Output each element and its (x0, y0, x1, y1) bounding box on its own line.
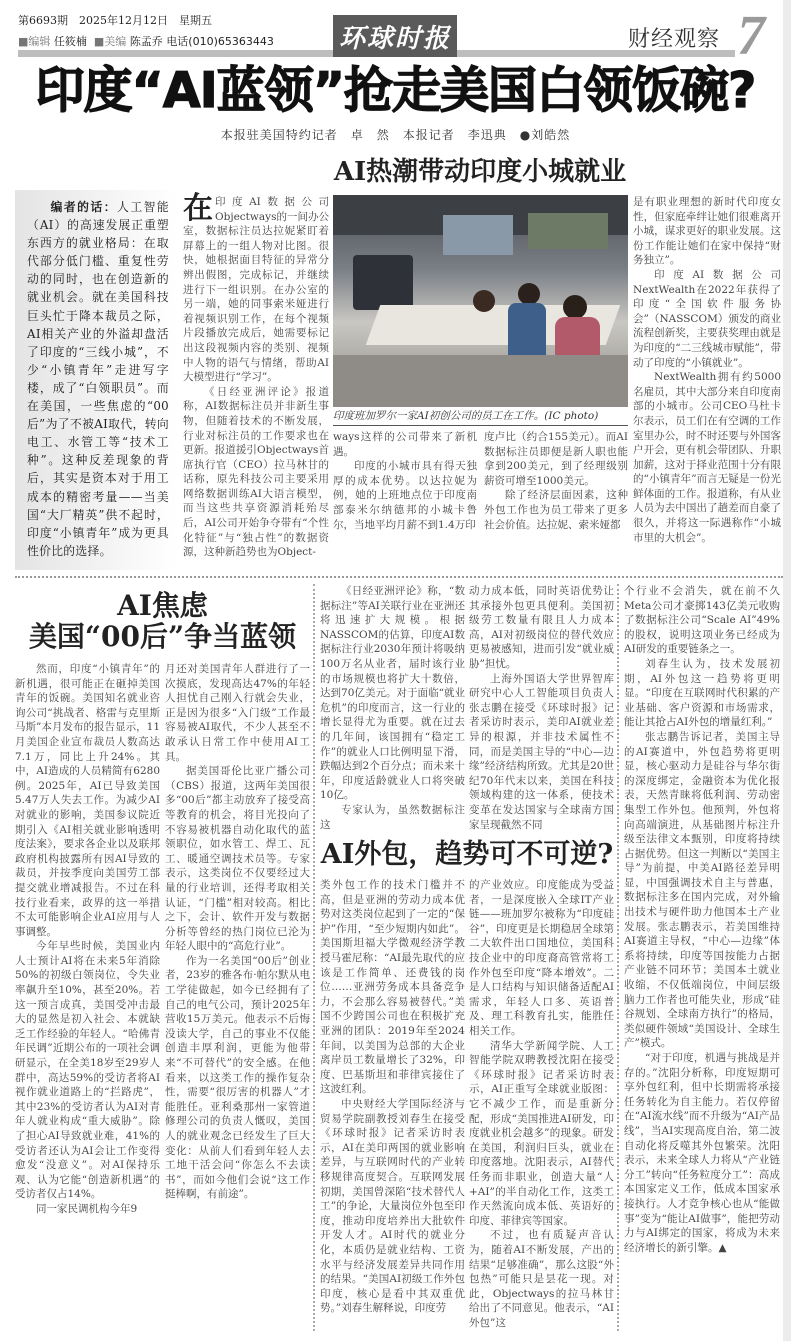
article2-col-1 (15, 662, 160, 1217)
paragraph: 的产业效应。印度能成为受益者，一是深度嵌入全球IT产业链——班加罗尔被称为“印度硅谷”，印度更是长期稳居全球第二大软件出口国地位，美国科技企业中的印度裔高管常将工作外包至印度“降本增效”。二是人口结构与知识储备适配AI需求，年轻人口多、英语普及、理工科教育扎实，能胜任相关工作。 (469, 879, 614, 1038)
paragraph: 印度的小城市具有得天独厚的成本优势。以达拉妮为例，她的上班地点位于印度南部泰米尔纳德邦的小城卡鲁尔，当地平均月薪不到1.4万印 (333, 460, 477, 531)
paragraph: 动力成本低，同时英语优势让其承接外包更具便利。美国初级劳工数量有限且人力成本高，AI对初级岗位的替代效应更易被感知，进而引发“就业威胁”担忧。 (469, 585, 614, 670)
paragraph: 今年早些时候，美国业内人士预计AI将在未来5年消除50%的初级白领岗位，令失业率飙升至10%，甚至20%。若这一预言成真，美国受冲击最大的显然是初入社会、本就缺乏工作经验的年轻人。“哈佛青年民调”近期公布的一项社会调研显示，在全美18岁至29岁人群中，高达59%的受访者将AI视作就业道路上的“拦路虎”，其中23%的受访者认为AI对青年人就业构成“重大威胁”。除了担心AI导致就业难，41%的受访者还认为AI会让工作变得愈发“没意义”。对AI保持乐观、认为它能“创造新机遇”的受访者仅占14%。 (15, 940, 160, 1201)
article2-title-line1: AI焦虑 (117, 589, 208, 622)
paragraph: 不过，也有质疑声音认为，随着AI不断发展，产出的结果“足够准确”，那么这股“外包热”可能只是昙花一现。对此，Objectways的拉马林甘给出了不同意见。他表示，“AI外包”这 (469, 1229, 614, 1329)
paragraph: ways这样的公司带来了新机遇。 (333, 431, 477, 458)
article2-title-line2: 美国“00后”争当蓝领 (28, 620, 297, 653)
paragraph: 刘春生认为，技术发展初期，AI外包这一趋势将更明显。“印度在互联网时代积累的产业基础、客户资源和市场需求，能让其抢占AI外包的增量红利。” (624, 657, 780, 729)
editor-name: 任筱楠 (53, 35, 87, 48)
paragraph: 《日经亚洲评论》报道称，AI数据标注员并非新生事物，但随着技术的不断发展，行业对标注员的工作要求也在更新。报道援引Objectways首席执行官（CEO）拉马林甘的话称，原先科技公司主要采用网络数据训练AI大语言模型，而当这些共享资源消耗殆尽后，AI公司开始争夺带有“个性化特征”与“独占性”的数据资源，这种新趋势也为Object- (183, 385, 329, 559)
main-col-3 (484, 430, 628, 532)
paragraph: 清华大学新闻学院、人工智能学院双聘教授沈阳在接受《环球时报》记者采访时表示，AI正重写全球就业版图：它不减少工作，而是重新分配，形成“美国推进AI研发，印度就业机会越多”的现象。研发在美国，利润归巨头，就业在印度落地。沈阳表示，AI替代任务而非职业，创造大量“人+AI”的半自动化工作，这类工作天然流向成本低、英语好的印度、菲律宾等国家。 (469, 1039, 614, 1227)
office-photo (333, 195, 628, 407)
paragraph: 作为一名美国“00后”创业者，23岁的雅各布·帕尔默从电工学徒做起，如今已经拥有了自己的电气公司，预计2025年营收15万美元。他表示不后悔没读大学，自己的事业不仅能创造丰厚利润，更能为他带来“不可替代”的安全感。在他看来，以这类工作的操作复杂性，需要“很厉害的机器人”才能胜任。亚利桑那州一家管道修理公司的负责人慨叹，美国人的就业观念已经发生了巨大变化：从前人们看到年轻人去工地干活会问“你怎么不去读书”，而如今他们会说“这工作挺棒啊，有前途”。 (165, 954, 310, 1201)
paragraph: 是有职业理想的新时代印度女性，但家庭牵绊让她们很难离开小城，谋求更好的职业发展。这份工作能让她们在家中保持“财务独立”。 (633, 196, 781, 267)
paragraph: 月还对美国青年人群进行了一次摸底，发现高达47%的年轻人担忧自己刚入行就会失业，正是因为很多“入门级”工作最容易被AI取代，不少人甚至不敢承认日常工作中使用AI工具。 (165, 663, 310, 763)
article3-col-2-bottom (469, 878, 614, 1330)
page-edge (783, 0, 791, 1341)
byline: 本报驻美国特约记者 卓 然 本报记者 李迅典 ●刘皓然 (220, 128, 571, 142)
paragraph: 同一家民调机构今年9 (36, 1202, 138, 1215)
article3-col-3 (624, 584, 780, 1255)
designer-label: ■美编 (93, 35, 127, 48)
article2 (15, 584, 313, 1217)
editor-label: ■编辑 (18, 35, 51, 48)
editor-line (18, 33, 274, 49)
article3-col-1-top (320, 584, 465, 832)
article3-title: AI外包，趋势可不可逆? (320, 839, 614, 871)
newspaper-logo: 环球时报 (333, 15, 457, 57)
lower-section (15, 584, 783, 1331)
dropcap: 在 (183, 191, 213, 226)
paragraph: 印度AI数据公司NextWealth在2022年获得了印度“全国软件服务协会”（NASSCOM）颁发的商业流程创新奖，主要获奖理由就是为印度的“二三线城市赋能”，带动了印度的“小镇就业”。 (633, 268, 781, 369)
paragraph: 印度AI数据公司Objectways的一间办公室，数据标注员达拉妮紧盯着屏幕上的一组人物对比图。很快，她根据面目特征的异常分辨出假图，完成标记，并继续进行下一组识别。在办公室的另一端，她的同事索米娅进行着视频识别工作，在每个视频片段播放完成后，她需要标记出这段视频内容的类别、视频中人物的语气与情绪，帮助AI大模型进行“学习”。 (183, 196, 329, 384)
issue-date-line: 第6693期 2025年12月12日 星期五 (18, 14, 212, 27)
paragraph: 个行业不会消失，就在前不久Meta公司才豪掷143亿美元收购了数据标注公司“Scale AI”49%的股权，说明这项业务已经成为AI研发的重要链条之一。 (624, 585, 780, 656)
article3-col-2-top (469, 584, 614, 832)
editor-note-label: 编者的话： (50, 200, 118, 214)
editor-note-text: 人工智能（AI）的高速发展正重塑东西方的就业格局：在取代部分低门槛、重复性劳动的同时，也在创造新的就业机会。就在美国科技巨头忙于降本裁员之际，AI相关产业的外溢却盘活了印度的“三线小城”，不少“小镇青年”走进写字楼，成了“白领职员”。而在美国，一些焦虑的“00后”为了不被AI取代，转向电工、水管工等“技术工种”。这种反差现象的背后，其实是资本对于用工成本的精密考量——当美国“大厂精英”供不起时，印度“小镇青年”成为更具性价比的选择。 (27, 200, 169, 558)
article3-col-1-bottom (320, 878, 465, 1330)
main-article-subtitle: AI热潮带动印度小城就业 (333, 157, 627, 187)
paragraph: 专家认为，虽然数据标注这 (320, 803, 465, 831)
designer-name: 陈孟乔 (129, 35, 163, 48)
article2-title (15, 590, 310, 652)
section-name: 财经观察 (628, 27, 721, 52)
article3-col-3-wrap (617, 584, 783, 1331)
paragraph: 据美国哥伦比亚广播公司（CBS）报道，这两年美国很多“00后”都主动放弃了接受高等教育的机会，将目光投向了不容易被机器自动化取代的蓝领职位，如水管工、焊工、瓦工、暖通空调技术员等。专家表示，这类岗位不仅要经过大量的行业培训，还得考取相关认证，“门槛”相对较高。相比之下，会计、软件开发与数据分析等曾经的热门岗位已沦为年轻人眼中的“高危行业”。 (165, 765, 310, 953)
paragraph: 中央财经大学国际经济与贸易学院副教授刘春生在接受《环球时报》记者采访时表示，AI在美印两国的就业影响差异，与互联网时代的产业转移规律高度契合。互联网发展初期，美国曾深陷“技术替代人工”的争论，大量岗位外包至印度，推动印度培养出大批软件开发人才。AI时代的就业分化，本质仍是就业结构、工资水平与经济发展差异共同作用的结果。“美国AI初级工作外包印度，核心是看中其双重优势。”刘春生解释说，印度劳 (320, 1098, 465, 1315)
main-col-4 (633, 195, 781, 545)
paragraph: 《日经亚洲评论》称，“数据标注”等AI关联行业在亚洲还将迅速扩大规模。根据NASSCOM的估算，印度AI数据标注行业2030年预计将吸纳100万名从业者，届时该行业的市场规模也将扩大十数倍，达到70亿美元。对于面临“就业危机”的印度而言，这一行业的增长显得尤为重要。就在过去的几年间，该国拥有“稳定工作”的就业人口比例明显下滑，跌幅达到2个百分点；而未来十年，印度适龄就业人口将突破10亿。 (320, 585, 465, 802)
editor-note (15, 190, 177, 570)
paragraph: 然而，印度“小镇青年”的新机遇，很可能正在砸掉美国青年的饭碗。美国知名就业咨询公司“挑战者、格雷与克里斯马斯”本月发布的报告显示，11月美国企业宣布裁员人数高达7.1万，同比上升24%。其中，AI造成的人员精简有6280例。2025年，AI已导致美国5.47万人失去工作。为减少AI对就业的影响，美国参议院近期引入《AI相关就业影响透明度法案》，要求各企业以及联邦政府机构披露所有因AI导致的裁员，并按季度向美国劳工部提交就业增减报告。不过在科技行业看来，政界的这一举措不太可能影响企业AI应用与人事调整。 (15, 663, 160, 938)
paragraph: NextWealth拥有约5000名雇员，其中大部分来自印度南部的小城市。公司CEO马杜卡尔表示，员工们在有空调的工作室里办公，时不时还要与外国客户开会，更有机会带团队、升职加薪，这对于择业范围十分有限的“小镇青年”而言无疑是一份光鲜体面的工作。报道称，有从业人员为去中国出了趟差而自豪了很久，并将这一际遇称作“小城市里的大机会”。 (633, 371, 781, 544)
article2-col-2 (165, 662, 310, 1217)
paragraph: “对于印度，机遇与挑战是并存的。”沈阳分析称，印度短期可享外包红利，但中长期需将承接任务转化为自主能力。若仅停留在“AI流水线”而不升级为“AI产品线”，当AI实现高度自治，第二波自动化将反噬其外包繁荣。沈阳表示，未来全球人力将从“产业链分工”转向“任务粒度分工”：高成本国家定义工作，低成本国家承接执行。人才竞争核心也从“能做事”变为“能让AI做事”，能把劳动力与AI绑定的国家，将成为未来经济增长的新引擎。▲ (624, 1052, 780, 1254)
paragraph: 上海外国语大学世界智库研究中心人工智能项目负责人张志鹏在接受《环球时报》记者采访时表示，美印AI就业差异的根源，并非技术属性不同，而是美国主导的“中心—边缘”经济结构所致。尤其是20世纪70年代末以来，美国在科技领域构建的这一体系，使技术变革在发达国家与全球南方国家呈现截然不同 (469, 672, 614, 831)
paragraph: 类外包工作的技术门槛并不高，但是亚洲的劳动力成本优势对这类岗位起到了一定的“保护”作用，“至少短期内如此”。美国斯坦福大学微观经济学教授马霍尼称：“AI最先取代的应该是工作简单、还费钱的岗位……亚洲劳务成本具备竞争力，不会那么容易被替代。”美国不少跨国公司也在积极扩充亚洲的团队：2019年至2024年间，以美国为总部的大企业离岸员工数量增长了32%，印度、巴基斯坦和菲律宾接住了这波红利。 (320, 879, 465, 1096)
page-headline: 印度“AI蓝领”抢走美国白领饭碗? (35, 62, 756, 119)
article3 (313, 584, 617, 1331)
photo-caption: 印度班加罗尔一家AI初创公司的员工在工作。(IC photo) (333, 407, 628, 426)
paragraph: 除了经济层面因素，这种外包工作也为员工带来了更多社会价值。达拉妮、索米娅都 (484, 489, 628, 531)
main-col-2 (333, 430, 477, 532)
main-col-1 (183, 191, 329, 560)
paragraph: 张志鹏告诉记者，美国主导的AI赛道中，外包趋势将更明显，核心驱动力是硅谷与华尔街的深度绑定，金融资本为优化报表，天然青睐将低利润、劳动密集型工作外包。他预判，外包将向高端演进，从基础图片标注升级至法律文本甄别，印度将持续占据优势。但这一判断以“美国主导”为前提，中美AI路径差异明显，中国强调技术自主与普惠，数据标注多在国内完成，对外输出技术与硬件助力他国本土产业发展。张志鹏表示，若美国维持AI赛道主导权，“中心—边缘”体系将持续，印度等国按能力占据产业链不同环节；美国本土就业收缩，不仅低端岗位，中间层级脑力工作者也可能失业，形成“硅谷规划、全球南方执行”的格局，类似硬件领域“美国设计、全球生产”模式。 (624, 730, 780, 1050)
paragraph: 度卢比（约合155美元）。而AI数据标注员即便是新人职也能拿到200美元，到了经理级别薪资可增至1000美元。 (484, 431, 628, 487)
phone: 电话(010)65363443 (166, 35, 274, 48)
section-divider (15, 576, 783, 578)
page-number: 7 (737, 5, 765, 67)
photo-block (333, 195, 628, 532)
